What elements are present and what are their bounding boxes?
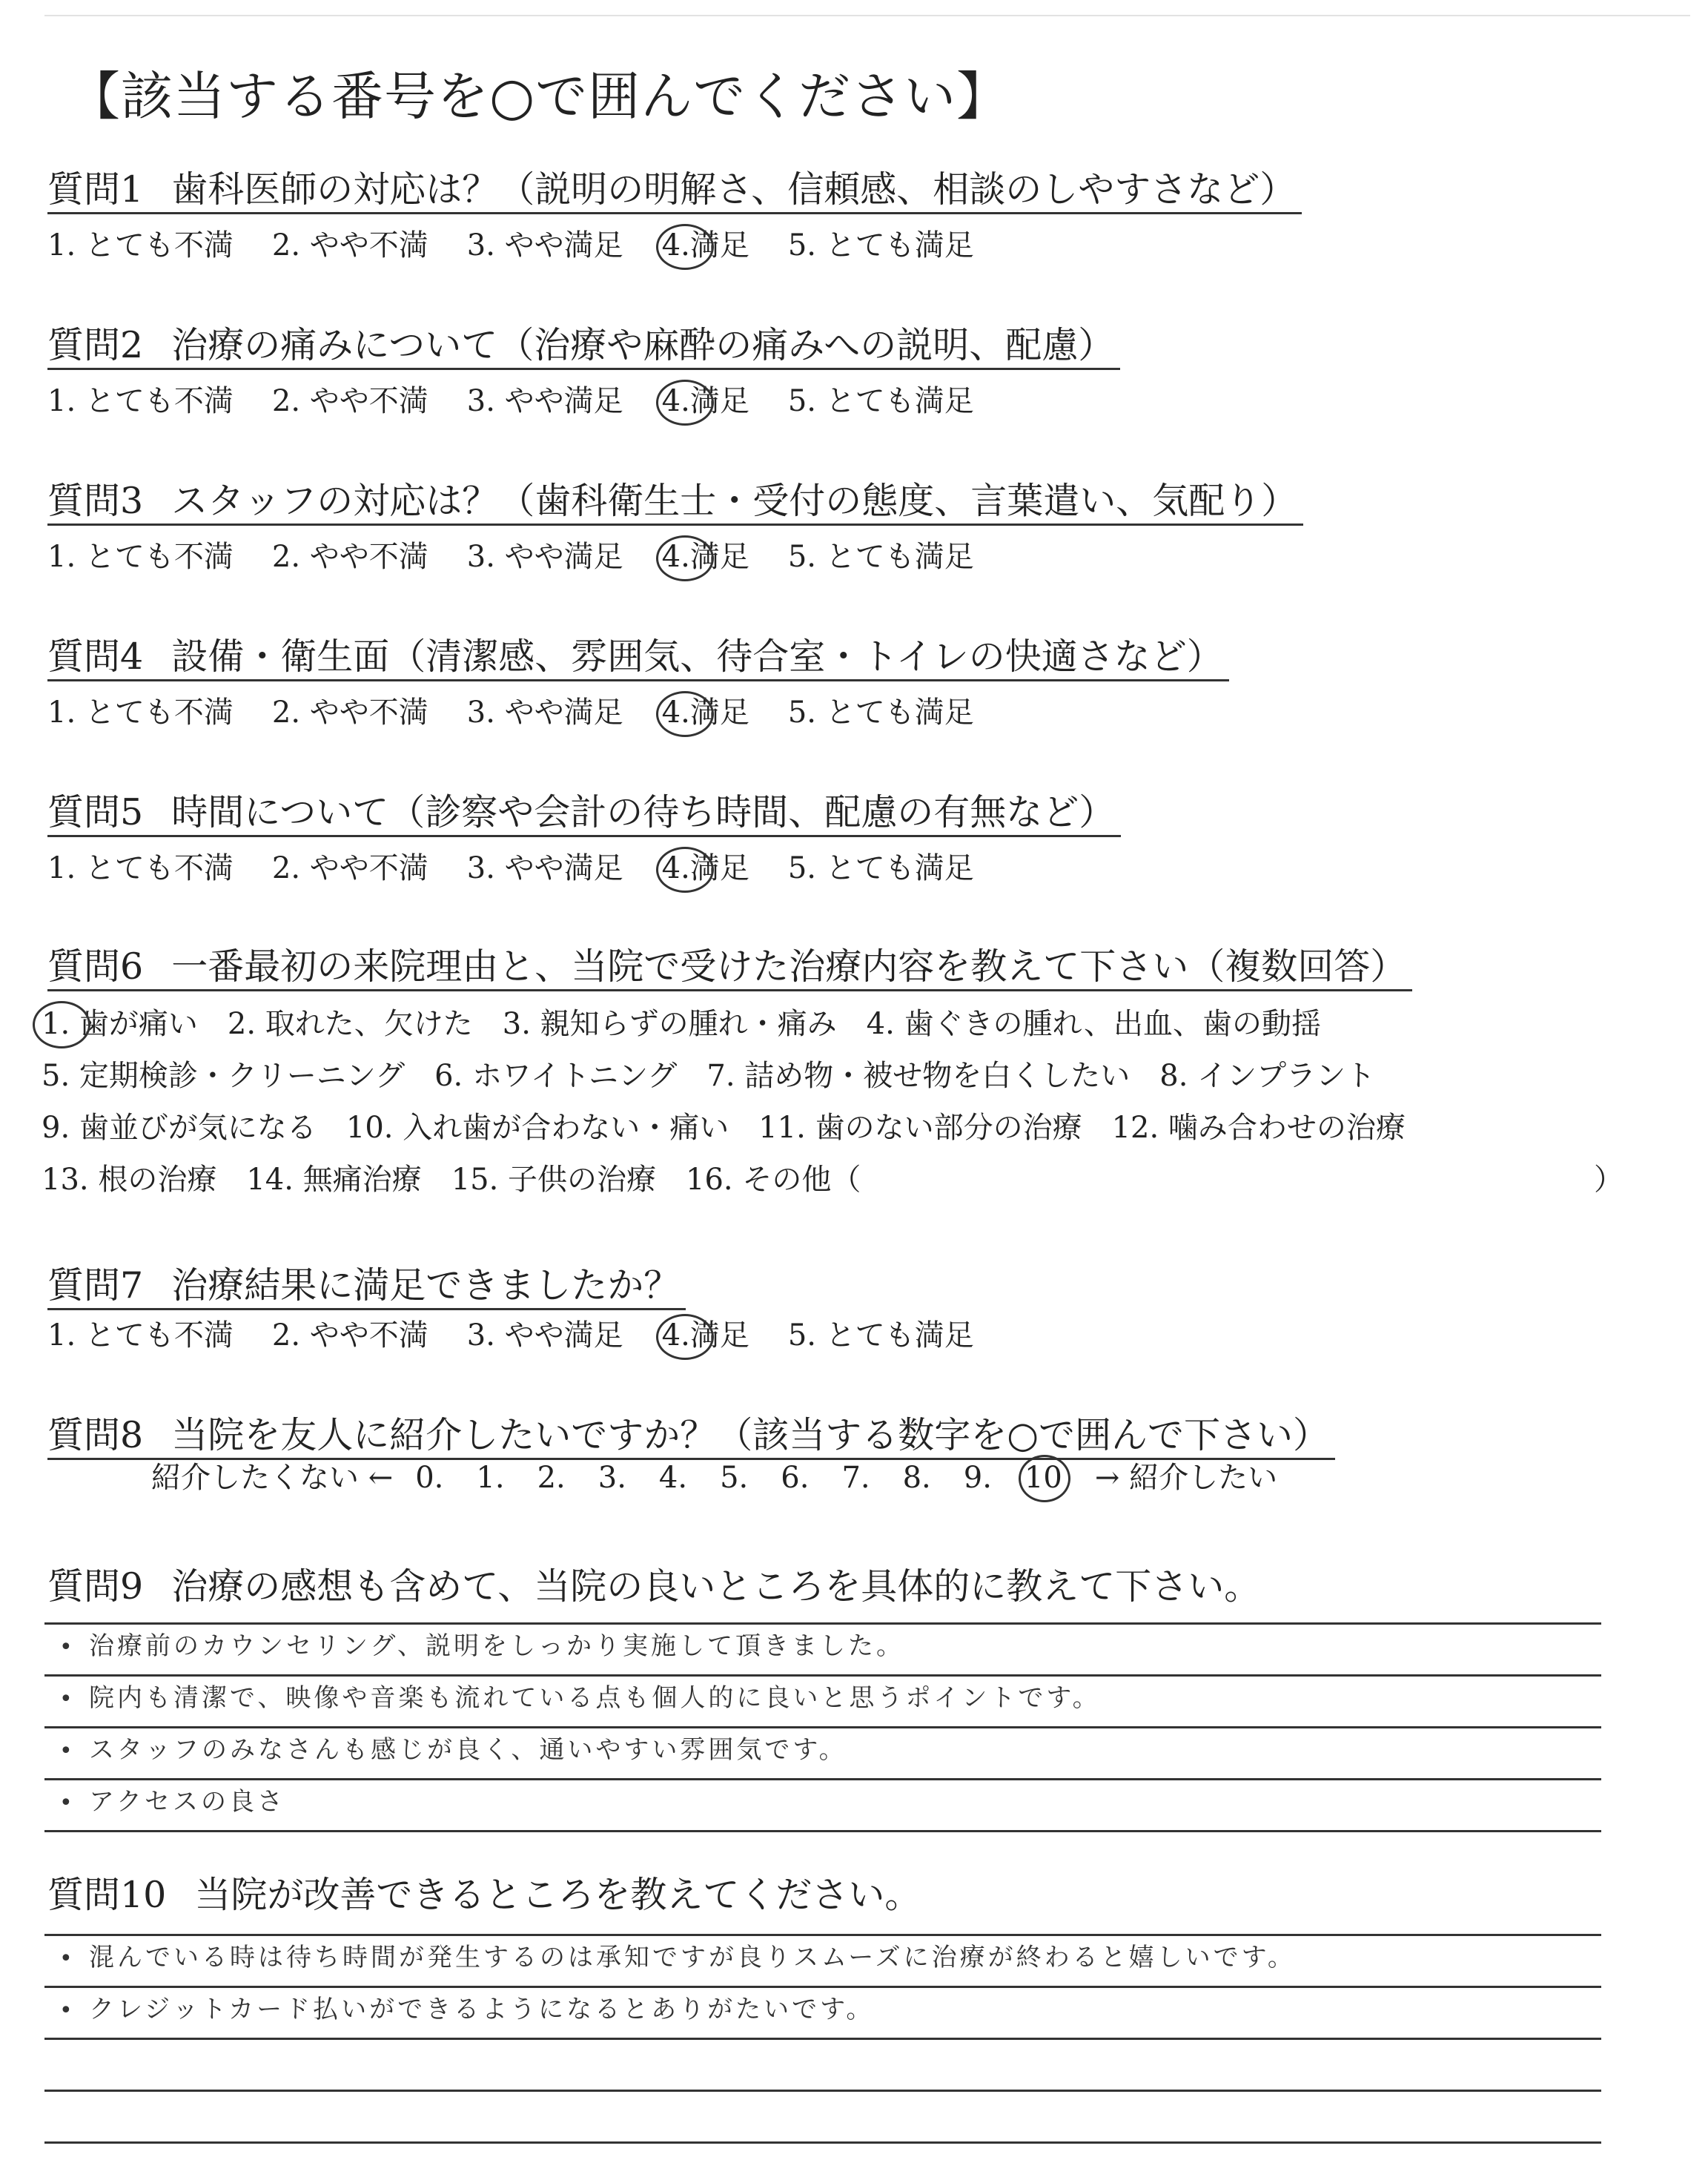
option-number: 15. [451, 1163, 499, 1197]
answer-line [44, 2090, 1601, 2092]
bullet: • [59, 1634, 76, 1660]
question-1-heading [47, 168, 1302, 214]
scale-value[interactable]: 1. [476, 1461, 505, 1495]
option-label: 満足 [689, 540, 749, 574]
scale-value[interactable]: 4. [658, 1461, 688, 1495]
option-label: 噛み合わせの治療 [1168, 1111, 1406, 1145]
q6-option-4[interactable] [867, 1005, 1321, 1043]
option-4-selected[interactable] [662, 227, 749, 264]
question-text: 当院を友人に紹介したいですか？（該当する数字を○で囲んで下さい） [171, 1414, 1329, 1456]
question-6-row-3 [42, 1109, 1435, 1146]
bullet: • [59, 1686, 76, 1712]
option-2[interactable]: 2. やや不満 [271, 851, 428, 885]
option-number: 2. [227, 1007, 256, 1041]
option-5[interactable]: 5. とても満足 [787, 540, 974, 574]
question-5-heading [47, 790, 1121, 837]
scale-value[interactable]: 9. [963, 1461, 992, 1495]
option-2[interactable]: 2. やや不満 [271, 1318, 428, 1353]
option-label: その他（ [742, 1163, 861, 1197]
question-6-heading [47, 945, 1412, 991]
option-3[interactable]: 3. やや満足 [466, 228, 623, 262]
question-number: 質問7 [47, 1264, 144, 1307]
scale-value[interactable]: 6. [781, 1461, 810, 1495]
option-number: 4. [661, 851, 690, 885]
q6-option-5[interactable] [42, 1057, 405, 1094]
option-label: 無痛治療 [302, 1163, 422, 1197]
option-1[interactable]: 1. とても不満 [47, 540, 234, 574]
option-number: 13. [42, 1163, 89, 1197]
option-3[interactable]: 3. やや満足 [466, 851, 623, 885]
option-number: 4. [661, 228, 690, 262]
bullet: • [59, 1738, 76, 1764]
question-10-heading [47, 1873, 927, 1918]
option-number: 3. [502, 1007, 531, 1041]
option-number: 12. [1111, 1111, 1159, 1145]
option-number: 11. [758, 1111, 806, 1145]
q6-option-6[interactable] [434, 1057, 677, 1094]
recommend-scale [151, 1459, 1300, 1496]
option-4-selected[interactable] [662, 1317, 749, 1354]
option-label: 満足 [689, 384, 749, 418]
question-1-options [47, 227, 1013, 264]
question-text: 治療の感想も含めて、当院の良いところを具体的に教えて下さい。 [171, 1565, 1261, 1608]
question-3-options [47, 538, 1013, 575]
answer-line [44, 2038, 1601, 2040]
option-label: 取れた、欠けた [265, 1007, 473, 1041]
option-label: 子供の治療 [508, 1163, 657, 1197]
option-number: 4. [661, 696, 690, 730]
option-label: ホワイトニング [471, 1059, 678, 1093]
option-number: 14. [246, 1163, 294, 1197]
answer-text: クレジットカード払いができるようになるとありがたいです。 [89, 1995, 875, 2024]
page-top-border [44, 15, 1690, 16]
q6-option-15[interactable] [451, 1161, 656, 1198]
option-label: 歯並びが気になる [79, 1111, 317, 1145]
question-text: 歯科医師の対応は？（説明の明解さ、信頼感、相談のしやすさなど） [171, 168, 1297, 211]
option-5[interactable]: 5. とても満足 [787, 384, 974, 418]
option-1[interactable]: 1. とても不満 [47, 696, 234, 730]
bullet: • [59, 1946, 76, 1972]
question-number: 質問10 [47, 1874, 167, 1916]
answer-line [44, 1986, 1601, 1988]
q9-answer-1 [59, 1630, 904, 1664]
option-4-selected[interactable] [662, 538, 749, 575]
other-close-paren: ） [1594, 1163, 1623, 1197]
scale-value[interactable]: 2. [537, 1461, 566, 1495]
answer-line [44, 1934, 1601, 1936]
question-number: 質問4 [47, 635, 144, 678]
option-4-selected[interactable] [662, 694, 749, 731]
option-label: 親知らずの腫れ・痛み [540, 1007, 837, 1041]
option-number: 5. [42, 1059, 70, 1093]
scale-value[interactable]: 3. [598, 1461, 626, 1495]
answer-text: 治療前のカウンセリング、説明をしっかり実施して頂きました。 [89, 1631, 904, 1661]
bullet: • [59, 1998, 76, 2024]
q6-option-12[interactable] [1112, 1109, 1406, 1146]
option-3[interactable]: 3. やや満足 [466, 696, 623, 730]
option-1[interactable]: 1. とても不満 [47, 1318, 234, 1353]
question-text: 設備・衛生面（清潔感、雰囲気、待合室・トイレの快適さなど） [171, 635, 1223, 678]
question-text: 時間について（診察や会計の待ち時間、配慮の有無など） [171, 791, 1116, 833]
option-label: 満足 [689, 228, 749, 262]
q6-option-3[interactable] [503, 1005, 837, 1043]
option-number: 16. [686, 1163, 733, 1197]
q6-option-16[interactable] [686, 1161, 861, 1198]
q6-option-1-selected[interactable] [42, 1005, 198, 1043]
option-number: 7. [706, 1059, 735, 1093]
q9-answer-3 [59, 1734, 847, 1768]
question-6-row-2 [42, 1057, 1405, 1094]
question-text: 当院が改善できるところを教えてください。 [194, 1874, 921, 1916]
option-number: 4. [661, 384, 690, 418]
question-5-options [47, 850, 1013, 887]
option-5[interactable]: 5. とても満足 [787, 1318, 974, 1353]
question-number: 質問8 [47, 1414, 144, 1456]
option-label: 根の治療 [98, 1163, 217, 1197]
option-3[interactable]: 3. やや満足 [466, 1318, 623, 1353]
question-6-row-1 [42, 1005, 1351, 1043]
scale-right-label: → 紹介したい [1094, 1461, 1278, 1495]
option-1[interactable]: 1. とても不満 [47, 228, 234, 262]
scale-value[interactable]: 0. [415, 1461, 444, 1495]
question-7-options [47, 1317, 1013, 1354]
answer-text: アクセスの良さ [89, 1787, 285, 1817]
option-2[interactable]: 2. やや不満 [271, 696, 428, 730]
option-label: 入れ歯が合わない・痛い [403, 1111, 729, 1145]
option-label: 歯のない部分の治療 [815, 1111, 1082, 1145]
option-5[interactable]: 5. とても満足 [787, 851, 974, 885]
option-number: 9. [42, 1111, 70, 1145]
option-label: 満足 [689, 1318, 749, 1353]
scale-value[interactable]: 8. [902, 1461, 931, 1495]
q6-option-9[interactable] [42, 1109, 317, 1146]
answer-line [44, 1726, 1601, 1728]
question-number: 質問5 [47, 791, 144, 833]
option-1[interactable]: 1. とても不満 [47, 851, 234, 885]
answer-line [44, 1622, 1601, 1625]
question-text: 治療の痛みについて（治療や麻酔の痛みへの説明、配慮） [171, 324, 1115, 366]
option-number: 1. [42, 1007, 70, 1041]
question-number: 質問1 [47, 168, 144, 211]
option-4-selected[interactable] [662, 850, 749, 887]
option-label: 歯が痛い [79, 1007, 198, 1041]
option-number: 4. [866, 1007, 895, 1041]
answer-line [44, 1830, 1601, 1832]
answer-line [44, 1674, 1601, 1677]
option-number: 4. [661, 540, 690, 574]
option-number: 4. [661, 1318, 690, 1353]
option-label: 満足 [689, 696, 749, 730]
question-number: 質問2 [47, 324, 144, 366]
option-3[interactable]: 3. やや満足 [466, 384, 623, 418]
option-2[interactable]: 2. やや不満 [271, 228, 428, 262]
q6-option-2[interactable] [228, 1005, 473, 1043]
q10-answer-1 [59, 1941, 1296, 1975]
question-9-heading [47, 1565, 1266, 1609]
answer-text: 院内も清潔で、映像や音楽も流れている点も個人的に良いと思うポイントです。 [89, 1683, 1101, 1713]
q9-answer-4 [59, 1786, 285, 1820]
question-2-options [47, 383, 1013, 420]
scale-value[interactable]: 5. [720, 1461, 749, 1495]
question-3-heading [47, 479, 1303, 526]
option-label: 満足 [689, 851, 749, 885]
question-2-heading [47, 323, 1120, 370]
q9-answer-2 [59, 1682, 1101, 1716]
option-number: 6. [434, 1059, 463, 1093]
scale-value[interactable]: 7. [841, 1461, 870, 1495]
question-number: 質問3 [47, 480, 144, 522]
q6-option-10[interactable] [346, 1109, 729, 1146]
question-text: スタッフの対応は？（歯科衛生士・受付の態度、言葉遣い、気配り） [171, 480, 1298, 522]
option-2[interactable]: 2. やや不満 [271, 540, 428, 574]
q6-option-14[interactable] [246, 1161, 421, 1198]
option-label: 定期検診・クリーニング [79, 1059, 406, 1093]
question-4-options [47, 694, 1013, 731]
answer-line [44, 2141, 1601, 2144]
question-7-heading [47, 1264, 686, 1310]
bullet: • [59, 1790, 76, 1816]
answer-text: スタッフのみなさんも感じが良く、通いやすい雰囲気です。 [89, 1735, 847, 1765]
scale-left-label: 紹介したくない ← [151, 1461, 394, 1495]
question-number: 質問9 [47, 1565, 144, 1608]
question-8-heading [47, 1413, 1335, 1460]
q6-option-13[interactable] [42, 1161, 216, 1198]
option-number: 10. [345, 1111, 394, 1145]
option-label: 歯ぐきの腫れ、出血、歯の動揺 [904, 1007, 1321, 1041]
option-2[interactable]: 2. やや不満 [271, 384, 428, 418]
option-3[interactable]: 3. やや満足 [466, 540, 623, 574]
answer-line [44, 1778, 1601, 1780]
option-5[interactable]: 5. とても満足 [787, 696, 974, 730]
q6-option-8[interactable] [1159, 1057, 1375, 1094]
question-text: 治療結果に満足できましたか？ [171, 1264, 681, 1307]
answer-text: 混んでいる時は待ち時間が発生するのは承知ですが良りスムーズに治療が終わると嬉しいです。 [89, 1943, 1296, 1972]
option-1[interactable]: 1. とても不満 [47, 384, 234, 418]
question-number: 質問6 [47, 945, 144, 988]
page-title: 【該当する番号を○で囲んでください】 [68, 66, 1010, 127]
question-6-row-4 [42, 1161, 890, 1198]
option-4-selected[interactable] [662, 383, 749, 420]
q6-option-11[interactable] [758, 1109, 1082, 1146]
question-text: 一番最初の来院理由と、当院で受けた治療内容を教えて下さい（複数回答） [171, 945, 1407, 988]
option-label: インプラント [1197, 1059, 1376, 1093]
q10-answer-2 [59, 1993, 874, 2027]
q6-option-7[interactable] [706, 1057, 1130, 1094]
option-number: 8. [1159, 1059, 1188, 1093]
option-label: 詰め物・被せ物を白くしたい [744, 1059, 1131, 1093]
scale-value-selected[interactable]: 10 [1024, 1461, 1062, 1495]
question-4-heading [47, 635, 1229, 681]
option-5[interactable]: 5. とても満足 [787, 228, 974, 262]
